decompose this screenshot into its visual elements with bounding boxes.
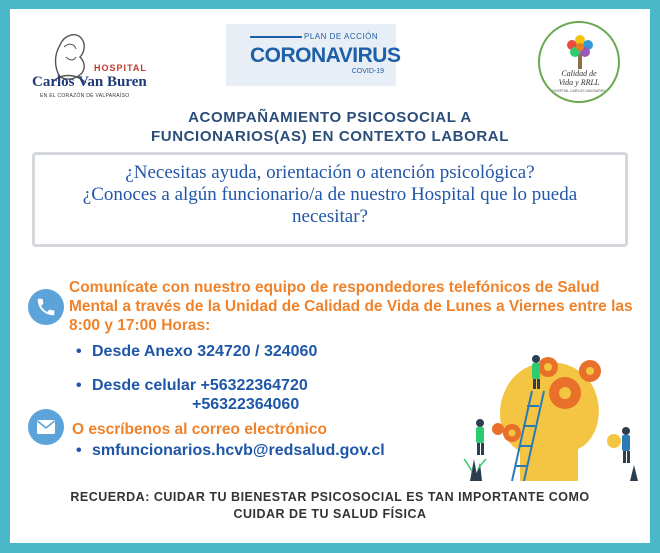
celular-number-1[interactable]: +56322364720: [200, 377, 308, 394]
anexo-text: Desde Anexo 324720 / 324060: [92, 343, 318, 360]
phone-icon: [28, 289, 64, 325]
question-box: [32, 152, 628, 247]
footer-reminder: [10, 489, 650, 523]
footer-line1: RECUERDA: CUIDAR TU BIENESTAR PSICOSOCIAL ES TAN IMPORTANTE COMO: [70, 490, 590, 504]
calidad-vida-logo: [538, 21, 620, 103]
hospital-logo: [32, 21, 162, 101]
list-item-celular: [76, 376, 376, 414]
contact-text: Comunícate con nuestro equipo de respondedores telefónicos de Salud Mental a través de la Unidad de Calidad de Vida de Lunes a Viernes entre las 8:00 y 17:00 Horas:: [69, 279, 633, 334]
coronavirus-text: CORONAVIRUS: [250, 44, 401, 67]
hospital-tagline: EN EL CORAZÓN DE VALPARAÍSO: [40, 93, 130, 99]
celular-label: Desde celular: [92, 377, 197, 394]
question-line1: ¿Necesitas ayuda, orientación o atención psicológica?: [125, 162, 535, 183]
email-link[interactable]: • smfuncionarios.hcvb@redsalud.gov.cl: [76, 442, 385, 460]
celular-number-2[interactable]: +56322364060: [192, 396, 300, 413]
list-item-anexo: [76, 342, 376, 361]
plan-text: PLAN DE ACCIÓN: [304, 32, 379, 41]
coronavirus-logo: [226, 24, 401, 86]
question-line2: ¿Conoces a algún funcionario/a de nuestro Hospital que lo pueda necesitar?: [82, 184, 578, 227]
plan-bar: [250, 36, 302, 38]
hospital-word: HOSPITAL: [94, 63, 147, 73]
calidad-line2: Vida y RRLL: [558, 78, 600, 87]
email-label: O escríbenos al correo electrónico: [72, 421, 327, 438]
covid19-text: COVID-19: [351, 68, 384, 75]
poster-card: [10, 9, 650, 543]
mental-health-illustration: [450, 331, 650, 489]
calidad-line1: Calidad de: [561, 69, 597, 78]
footer-line2: CUIDAR DE TU SALUD FÍSICA: [233, 507, 427, 521]
hospital-name: Carlos Van Buren: [32, 74, 147, 90]
page-title: [10, 108, 650, 146]
tree-icon: [560, 31, 600, 71]
phone-list: [76, 342, 376, 414]
title-line1: ACOMPAÑAMIENTO PSICOSOCIAL A: [188, 109, 472, 126]
title-line2: FUNCIONARIOS(AS) EN CONTEXTO LABORAL: [151, 128, 509, 145]
calidad-text: [540, 69, 618, 87]
mail-icon: [28, 409, 64, 445]
calidad-tiny: HOSPITAL CARLOS VAN BUREN: [552, 89, 606, 93]
